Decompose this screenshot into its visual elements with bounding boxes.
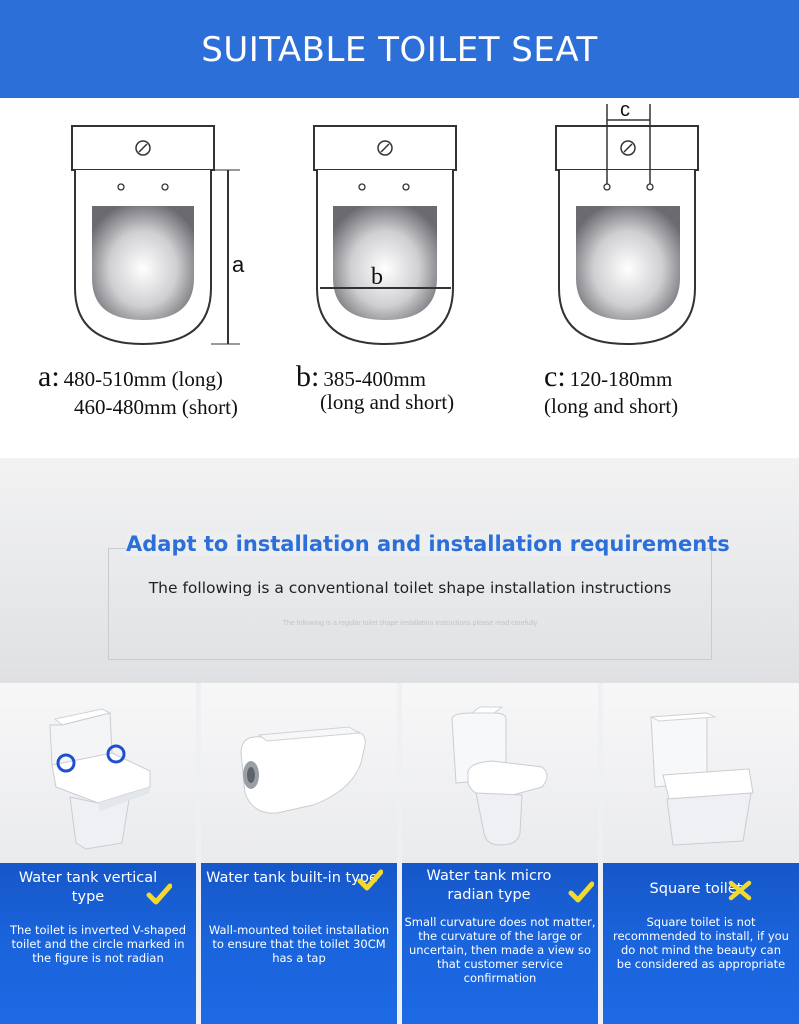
dimension-a-line2: 460-480mm (short) [74, 395, 238, 419]
card-square-panel [603, 863, 799, 1024]
dimension-marker-a: a [232, 252, 245, 277]
dimension-marker-b: b [371, 264, 383, 290]
card-built-in-panel [201, 863, 397, 1024]
installation-frame [108, 548, 712, 660]
installation-faint-note: The following is a regular toilet shape installation instructions please read carefully [282, 620, 538, 627]
toilet-type-cards [0, 683, 799, 1024]
toilet-photo-micro-radian [402, 683, 598, 863]
toilet-diagram-c [556, 104, 698, 344]
check-icon [357, 869, 383, 891]
dimension-b [296, 360, 426, 394]
dimension-b-line2: (long and short) [320, 390, 455, 414]
dimension-c-letter: c: [544, 360, 566, 393]
card-built-in-desc: Wall-mounted toilet installation to ensure that the toilet 30CM has a tap [208, 923, 390, 965]
dimension-b-line1: 385-400mm [323, 367, 427, 391]
card-built-in-type [201, 683, 397, 1024]
dimension-marker-c: c [620, 99, 630, 121]
cross-icon [727, 879, 753, 901]
header-banner [0, 0, 799, 98]
page-title: SUITABLE TOILET SEAT [201, 30, 598, 70]
dimension-a-letter: a: [38, 360, 60, 393]
dimension-a [38, 360, 223, 394]
dimension-a-line1: 480-510mm (long) [63, 367, 223, 391]
card-micro-radian-desc: Small curvature does not matter, the curvature of the large or uncertain, then made a view so that customer service confirmation [404, 915, 596, 985]
check-icon [146, 883, 172, 905]
toilet-photo-square [603, 683, 799, 863]
card-vertical-desc: The toilet is inverted V-shaped toilet and the circle marked in the figure is not radian [9, 923, 187, 965]
card-micro-radian-panel [402, 863, 598, 1024]
dimension-c-line1: 120-180mm [569, 367, 673, 391]
installation-section [0, 458, 799, 683]
dimension-b-letter: b: [296, 360, 320, 393]
card-micro-radian-title: Water tank micro radian type [426, 868, 552, 903]
dimension-c [544, 360, 672, 394]
card-square-title: Square toilet [649, 881, 743, 897]
card-square-desc: Square toilet is not recommended to install, if you do not mind the beauty can be considered as appropriate [613, 915, 789, 971]
toilet-photo-wall-mounted [201, 683, 397, 863]
dimension-c-line2: (long and short) [544, 394, 679, 418]
toilet-photo-vertical [0, 683, 196, 863]
card-square-toilet [603, 683, 799, 1024]
toilet-diagram-b [314, 126, 456, 344]
toilet-diagram-a [72, 126, 240, 344]
card-vertical-title: Water tank vertical type [18, 870, 158, 905]
card-vertical-type [0, 683, 196, 1024]
installation-subtitle: The following is a conventional toilet shape installation instructions [148, 579, 672, 597]
dimension-section [0, 98, 799, 458]
check-icon [568, 881, 594, 903]
installation-title: Adapt to installation and installation requirements [126, 532, 730, 556]
card-vertical-panel [0, 863, 196, 1024]
card-micro-radian-type [402, 683, 598, 1024]
card-built-in-title: Water tank built-in type [206, 870, 378, 886]
